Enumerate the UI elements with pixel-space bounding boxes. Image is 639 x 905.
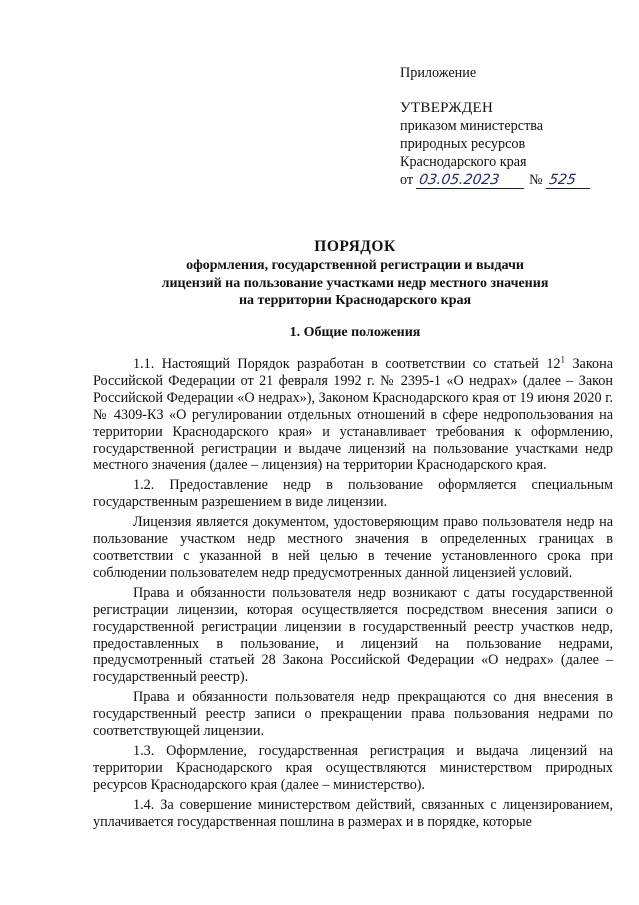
title-line-3: на территории Краснодарского края — [238, 293, 472, 308]
approved-label: УТВЕРЖДЕН — [400, 100, 494, 116]
paragraph-1-2: 1.2. Предоставление недр в пользование оформляется специальным государственным разрешением в виде лицензии. — [93, 477, 613, 511]
document-body — [93, 356, 613, 830]
paragraph-license-definition: Лицензия является документом, удостоверяющим право пользователя недр на пользование участком недр местного значения в определенных границах в соответствии с указанной в ней целью в течение установленного срока при соблюдении пользователем недр предусмотренных данной лицензией условий. — [93, 514, 613, 581]
approval-line-2: природных ресурсов — [400, 136, 526, 152]
from-label: от — [400, 172, 414, 188]
title-line-1: оформления, государственной регистрации и выдачи — [186, 258, 524, 273]
appendix-label: Приложение — [400, 65, 477, 81]
paragraph-1-3: 1.3. Оформление, государственная регистрация и выдача лицензий на территории Краснодарского края осуществляются министерством природных ресурсов Краснодарского края (далее – министерство). — [93, 742, 613, 793]
paragraph-1-1 — [93, 356, 613, 474]
title-main: ПОРЯДОК — [314, 238, 396, 255]
superscript-mark: 1 — [560, 354, 566, 365]
approval-line-1: приказом министерства — [400, 118, 544, 134]
paragraph-rights-arise: Права и обязанности пользователя недр возникают с даты государственной регистрации лицензии, которая осуществляется посредством внесения записи о государственной регистрации лицензии в государственный реестр участков недр, предоставленных в пользование, и лицензий на пользование недрами, предусмотренный статьей 28 Закона Российской Федерации «О недрах» (далее – государственный реестр). — [93, 584, 613, 686]
paragraph-1-1-rest: Закона Российской Федерации от 21 февраля 1992 г. № 2395-1 «О недрах» (далее – Закон Российской Федерации «О недрах»), Законом Краснодарского края от 19 июня 2020 г. № 4309-КЗ «О регулировании отдельных отношений в сфере недропользования на территории Краснодарского края» и устанавливает требования к оформлению, государственной регистрации и выдаче лицензий на пользование участками недр местного значения (далее – лицензия) на территории Краснодарского края. — [93, 356, 613, 474]
title-line-2: лицензий на пользование участками недр местного значения — [161, 275, 549, 291]
paragraph-1-4: 1.4. За совершение министерством действий, связанных с лицензированием, уплачивается государственная пошлина в размерах и в порядке, которые — [93, 796, 613, 830]
approval-line-3: Краснодарского края — [400, 154, 527, 170]
handwritten-number: 525 — [546, 173, 592, 189]
approval-block — [400, 64, 630, 189]
paragraph-rights-terminate: Права и обязанности пользователя недр прекращаются со дня внесения в государственный реестр записи о прекращении права пользования недрами по соответствующей лицензии. — [93, 689, 613, 740]
paragraph-1-1-start: 1.1. Настоящий Порядок разработан в соответствии со статьей 12 — [133, 356, 561, 372]
number-label: № — [529, 172, 543, 188]
document-title — [90, 237, 620, 310]
handwritten-date: 03.05.2023 — [416, 173, 526, 189]
order-date-line — [400, 171, 630, 189]
section-heading: 1. Общие положения — [289, 325, 421, 340]
